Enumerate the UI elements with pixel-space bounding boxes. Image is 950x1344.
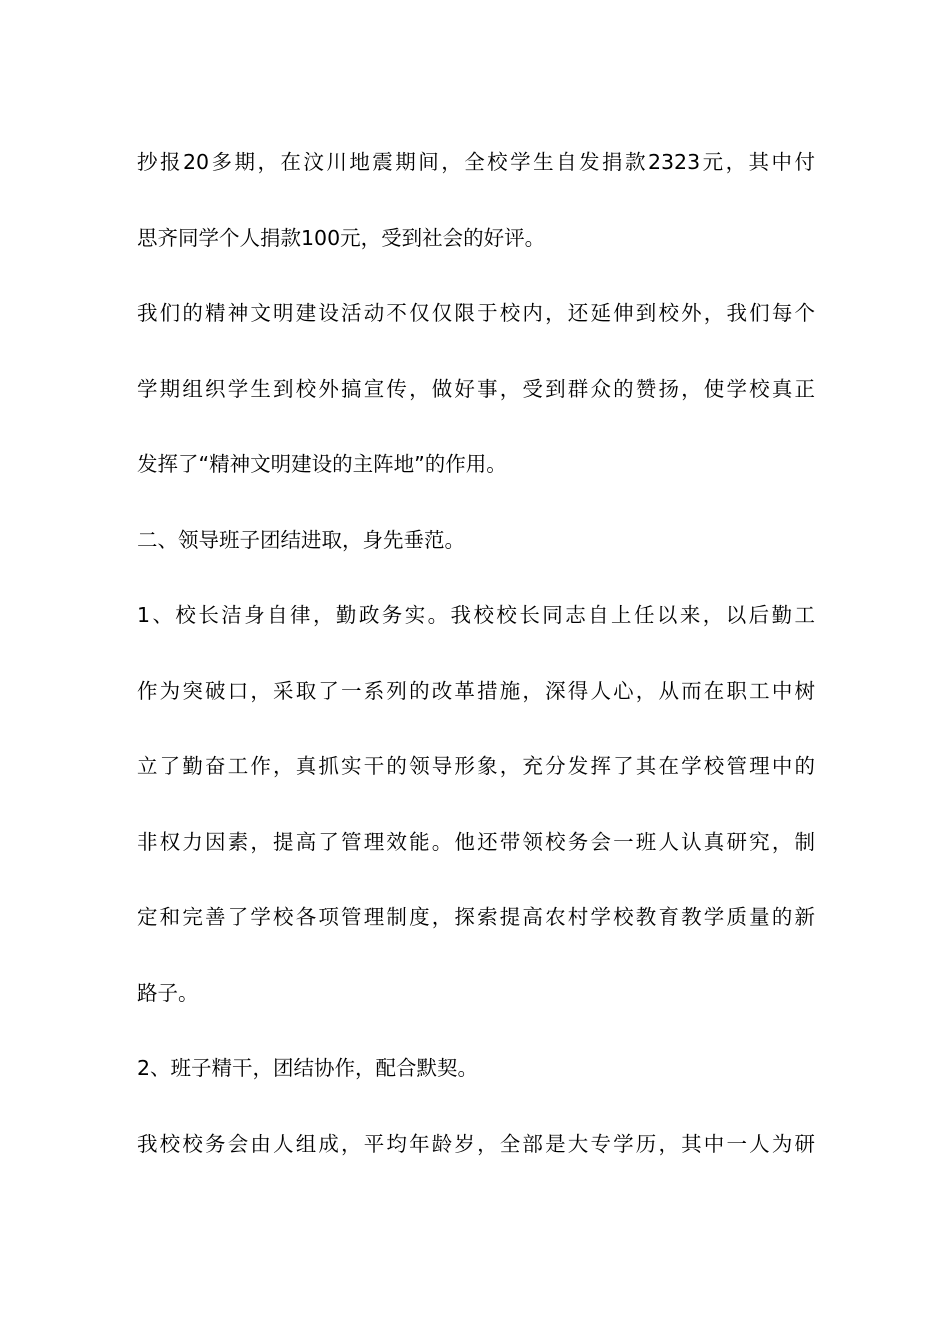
text-line: 1、校长洁身自律，勤政务实。我校校长同志自上任以来，以后勤工 — [137, 603, 815, 627]
text-line: 定和完善了学校各项管理制度，探索提高农村学校教育教学质量的新 — [137, 905, 815, 929]
text-line: 路子。 — [137, 981, 199, 1005]
text-line: 我们的精神文明建设活动不仅仅限于校内，还延伸到校外，我们每个 — [137, 301, 815, 325]
text-line: 学期组织学生到校外搞宣传，做好事，受到群众的赞扬，使学校真正 — [137, 377, 815, 401]
text-line: 思齐同学个人捐款100元，受到社会的好评。 — [137, 226, 546, 250]
subsection-heading: 2、班子精干，团结协作，配合默契。 — [137, 1056, 479, 1080]
section-heading: 二、领导班子团结进取，身先垂范。 — [137, 528, 465, 552]
text-line: 我校校务会由人组成，平均年龄岁，全部是大专学历，其中一人为研 — [137, 1132, 815, 1156]
text-line: 作为突破口，采取了一系列的改革措施，深得人心，从而在职工中树 — [137, 679, 815, 703]
text-line: 立了勤奋工作，真抓实干的领导形象，充分发挥了其在学校管理中的 — [137, 754, 815, 778]
text-line: 发挥了“精神文明建设的主阵地”的作用。 — [137, 452, 507, 476]
text-line: 非权力因素，提高了管理效能。他还带领校务会一班人认真研究，制 — [137, 830, 815, 854]
text-line: 抄报20多期，在汶川地震期间，全校学生自发捐款2323元，其中付 — [137, 150, 815, 174]
